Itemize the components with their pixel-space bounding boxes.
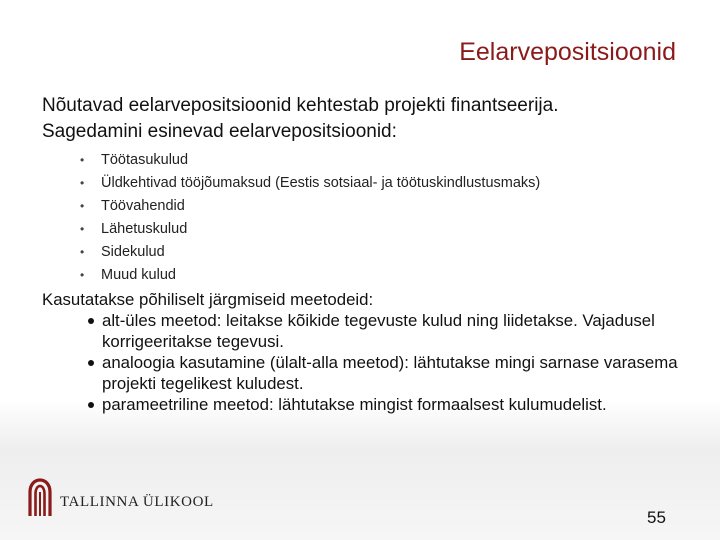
method-item: alt-üles meetod: leitakse kõikide tegevuste kulud ning liidetakse. Vajadusel korrigeeritakse tegevusi. (42, 310, 682, 352)
list-item: • Lähetuskulud (80, 218, 540, 241)
page-number: 55 (647, 508, 666, 527)
intro-line-2: Sagedamini esinevad eelarvepositsioonid: (42, 121, 397, 142)
budget-items-list (80, 149, 540, 287)
method-item: parameetriline meetod: lähtutakse mingist formaalsest kulumudelist. (42, 394, 682, 415)
methods-section (42, 289, 682, 415)
university-logo (26, 478, 226, 522)
list-item: • Töövahendid (80, 195, 540, 218)
method-item: analoogia kasutamine (ülalt-alla meetod): lähtutakse mingi sarnase varasema projekti tegelikest kuludest. (42, 352, 682, 394)
methods-list (42, 310, 682, 415)
list-item: • Sidekulud (80, 241, 540, 264)
slide-title: Eelarvepositsioonid (459, 38, 676, 66)
intro-line-1: Nõutavad eelarvepositsioonid kehtestab projekti finantseerija. (42, 95, 559, 116)
methods-lead: Kasutatakse põhiliselt järgmiseid meetodeid: (42, 290, 374, 309)
list-item: • Töötasukulud (80, 149, 540, 172)
logo-mark-icon (26, 478, 54, 518)
logo-text: TALLINNA ÜLIKOOL (60, 494, 214, 510)
list-item: • Muud kulud (80, 264, 540, 287)
intro-text (42, 93, 692, 145)
list-item: • Üldkehtivad tööjõumaksud (Eestis sotsiaal- ja töötuskindlustusmaks) (80, 172, 540, 195)
